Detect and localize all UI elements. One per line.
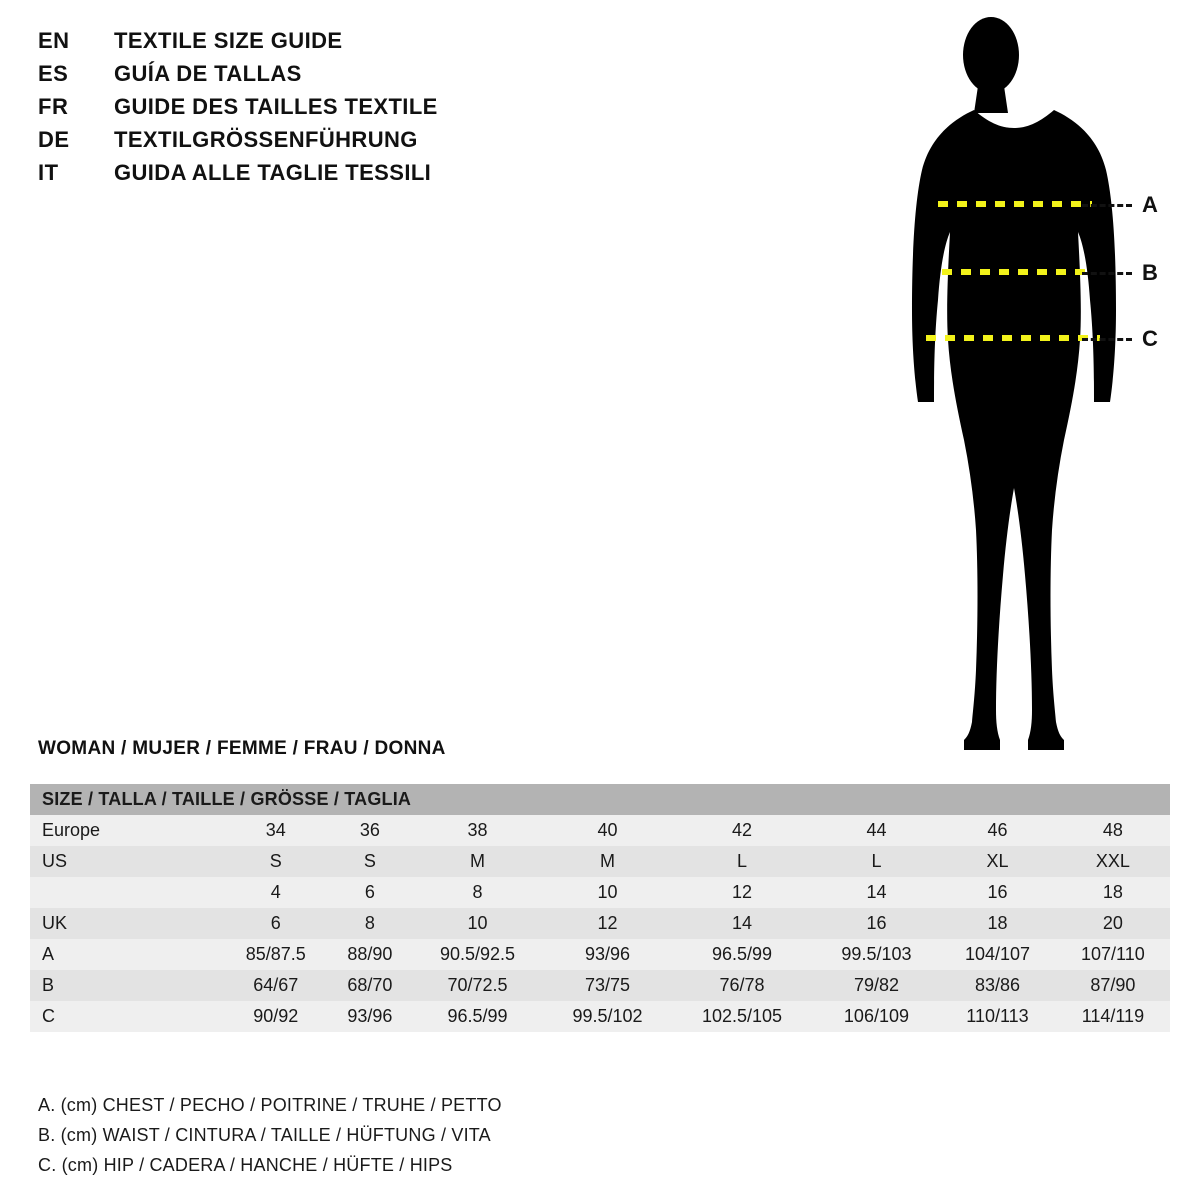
cell: 87/90 [1090, 975, 1136, 995]
title-text-de: TEXTILGRÖSSENFÜHRUNG [114, 127, 418, 152]
title-row [38, 160, 598, 193]
cell: 96.5/99 [447, 1006, 508, 1026]
table-row [30, 1001, 1170, 1032]
title-lang-fr: FR [38, 94, 69, 119]
cell: 14 [731, 913, 752, 933]
table-row [30, 846, 1170, 877]
cell: XXL [1095, 851, 1130, 871]
title-lang-de: DE [38, 127, 70, 152]
cell: 18 [1102, 882, 1123, 902]
cell: 46 [987, 820, 1008, 840]
cell: 76/78 [719, 975, 765, 995]
cell: 8 [364, 913, 375, 933]
title-lang-en: EN [38, 28, 70, 53]
footnotes [38, 1090, 938, 1180]
row-label-us-numeric [30, 877, 222, 908]
size-table [30, 784, 1170, 1032]
title-text-fr: GUIDE DES TAILLES TEXTILE [114, 94, 438, 119]
footnote-a: A. (cm) CHEST / PECHO / POITRINE / TRUHE / PETTO [38, 1095, 502, 1115]
marker-b [1082, 260, 1158, 285]
section-label: WOMAN / MUJER / FEMME / FRAU / DONNA [38, 738, 446, 759]
cell: 68/70 [347, 975, 393, 995]
footnote-b: B. (cm) WAIST / CINTURA / TAILLE / HÜFTUNG / VITA [38, 1125, 491, 1145]
cell: 110/113 [966, 1006, 1029, 1026]
female-silhouette-icon [860, 10, 1190, 760]
cell: XL [986, 851, 1009, 871]
cell: 104/107 [964, 944, 1031, 964]
cell: M [470, 851, 485, 871]
title-text-en: TEXTILE SIZE GUIDE [114, 28, 343, 53]
title-lang-it: IT [38, 160, 59, 185]
cell: 93/96 [584, 944, 631, 964]
cell: 14 [866, 882, 887, 902]
table-row [30, 877, 1170, 908]
cell: 106/109 [843, 1006, 909, 1026]
cell: 48 [1102, 820, 1123, 840]
title-text-it: GUIDA ALLE TAGLIE TESSILI [114, 160, 432, 185]
cell: L [871, 851, 882, 871]
row-label-b: B [42, 975, 55, 995]
title-lang-es: ES [38, 61, 69, 86]
cell: 99.5/102 [572, 1006, 643, 1026]
row-label-a: A [42, 944, 55, 964]
marker-a [1082, 192, 1158, 217]
cell: 90.5/92.5 [439, 944, 516, 964]
cell: 70/72.5 [447, 975, 508, 995]
cell: 107/110 [1081, 944, 1145, 964]
marker-b-dash-line [1082, 272, 1132, 275]
cell: 42 [731, 820, 752, 840]
marker-c [1082, 326, 1158, 351]
cell: S [269, 851, 282, 871]
row-label-c: C [42, 1006, 55, 1026]
cell: 38 [467, 820, 488, 840]
cell: 83/86 [974, 975, 1021, 995]
marker-a-letter: A [1142, 192, 1158, 217]
table-header-row [30, 784, 1170, 815]
cell: M [600, 851, 615, 871]
cell: 8 [472, 882, 483, 902]
cell: 34 [265, 820, 286, 840]
cell: S [363, 851, 376, 871]
cell: 114/119 [1081, 1006, 1145, 1026]
cell: 93/96 [347, 1006, 393, 1026]
cell: 16 [866, 913, 887, 933]
figure-area [860, 10, 1190, 760]
cell: 6 [364, 882, 375, 902]
cell: 4 [270, 882, 281, 902]
cell: 16 [987, 882, 1008, 902]
marker-b-letter: B [1142, 260, 1158, 285]
cell: 64/67 [253, 975, 299, 995]
row-label-uk: UK [42, 913, 68, 933]
cell: 36 [359, 820, 380, 840]
marker-c-dash-line [1082, 338, 1132, 341]
row-label-europe: Europe [42, 820, 101, 840]
cell: 44 [866, 820, 887, 840]
marker-a-dash-line [1082, 204, 1132, 207]
cell: 10 [597, 882, 618, 902]
marker-c-letter: C [1142, 326, 1158, 351]
title-row [38, 94, 598, 127]
table-header-label: SIZE / TALLA / TAILLE / GRÖSSE / TAGLIA [42, 789, 412, 809]
cell: 73/75 [584, 975, 631, 995]
cell: 96.5/99 [711, 944, 773, 964]
cell: 10 [467, 913, 488, 933]
table-row [30, 970, 1170, 1001]
title-row [38, 127, 598, 160]
cell: 40 [597, 820, 618, 840]
cell: 18 [987, 913, 1008, 933]
cell: 79/82 [853, 975, 899, 995]
title-text-es: GUÍA DE TALLAS [114, 61, 302, 86]
footnote-c: C. (cm) HIP / CADERA / HANCHE / HÜFTE / HIPS [38, 1155, 453, 1175]
row-label-us: US [42, 851, 68, 871]
title-row [38, 28, 598, 61]
title-row [38, 61, 598, 94]
cell: 12 [731, 882, 752, 902]
cell: 20 [1102, 913, 1123, 933]
cell: 85/87.5 [245, 944, 306, 964]
cell: 102.5/105 [701, 1006, 783, 1026]
cell: 12 [597, 913, 618, 933]
cell: 90/92 [253, 1006, 299, 1026]
cell: 6 [270, 913, 281, 933]
table-row [30, 939, 1170, 970]
table-row [30, 815, 1170, 846]
title-block [38, 28, 598, 193]
cell: 88/90 [347, 944, 393, 964]
table-row [30, 908, 1170, 939]
cell: 99.5/103 [841, 944, 912, 964]
cell: L [736, 851, 747, 871]
